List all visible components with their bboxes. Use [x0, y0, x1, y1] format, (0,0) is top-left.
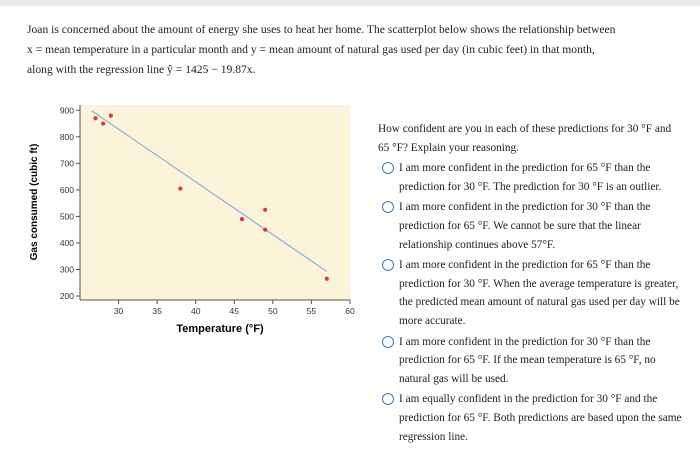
radio-button-1[interactable]	[382, 162, 394, 174]
option-1[interactable]	[378, 159, 683, 196]
intro-line-1: Joan is concerned about the amount of energy she uses to heat her home. The scatterplot below shows the relationship between	[27, 23, 616, 36]
option-4[interactable]	[378, 333, 683, 389]
x-tick-label: 40	[190, 306, 201, 316]
radio-button-4[interactable]	[382, 336, 394, 348]
x-tick-label: 45	[229, 306, 240, 316]
intro-line-3: along with the regression line ŷ = 1425 − 19.87x.	[27, 63, 256, 76]
data-point	[263, 208, 267, 212]
y-axis	[60, 105, 80, 301]
option-3-text: I am more confident in the prediction for 65 °F than the prediction for 30 °F. When the average temperature is greater, the predicted mean amount of natural gas used per day will be more accurate.	[399, 259, 680, 327]
option-5-text: I am equally confident in the prediction for 30 °F and the prediction for 65 °F. Both predictions are based upon the same regression line.	[399, 393, 682, 443]
y-tick-label: 700	[59, 158, 74, 169]
x-tick-label: 30	[113, 306, 124, 316]
radio-button-2[interactable]	[382, 201, 394, 213]
option-5[interactable]	[378, 390, 683, 446]
question-prompt: How confident are you in each of these predictions for 30 °F and 65 °F? Explain your reasoning.	[378, 123, 672, 154]
y-tick-label: 900	[59, 105, 74, 116]
question-panel	[378, 120, 683, 448]
problem-intro	[27, 20, 687, 80]
y-tick-label: 400	[59, 237, 74, 248]
scatterplot	[20, 100, 365, 350]
radio-button-5[interactable]	[382, 393, 394, 405]
x-tick-label: 50	[268, 306, 278, 316]
y-tick-label: 600	[59, 184, 74, 195]
data-point	[240, 217, 244, 221]
option-3[interactable]	[378, 256, 683, 330]
plot-background	[80, 105, 350, 300]
data-point	[178, 186, 182, 190]
intro-line-2: x = mean temperature in a particular month and y = mean amount of natural gas used per day (in cubic feet) in that month,	[27, 43, 595, 56]
x-tick-label: 35	[152, 306, 162, 316]
data-point	[93, 116, 97, 120]
data-point	[101, 121, 105, 125]
x-tick-label: 55	[306, 306, 317, 316]
x-tick-label: 60	[345, 306, 355, 316]
y-tick-label: 300	[59, 264, 74, 275]
top-strip	[0, 0, 700, 6]
x-axis	[80, 300, 355, 316]
y-tick-label: 800	[59, 131, 74, 142]
option-2[interactable]	[378, 198, 683, 254]
data-point	[325, 277, 329, 281]
x-axis-label: Temperature (°F)	[176, 323, 264, 335]
option-1-text: I am more confident in the prediction for 65 °F than the prediction for 30 °F. The prediction for 30 °F is an outlier.	[399, 162, 662, 193]
option-4-text: I am more confident in the prediction for 30 °F than the prediction for 65 °F. If the mean temperature is 65 °F, no natural gas will be used.	[399, 335, 656, 385]
radio-button-3[interactable]	[382, 259, 394, 271]
y-tick-label: 200	[59, 291, 74, 302]
option-2-text: I am more confident in the prediction for 30 °F than the prediction for 65 °F. We cannot be sure that the linear relationship continues above 57°F.	[399, 201, 651, 251]
data-point	[263, 228, 267, 232]
y-axis-label: Gas consumed (cubic ft)	[29, 143, 40, 261]
data-point	[109, 114, 113, 118]
scatterplot-svg	[20, 100, 365, 350]
y-tick-label: 500	[59, 211, 74, 222]
